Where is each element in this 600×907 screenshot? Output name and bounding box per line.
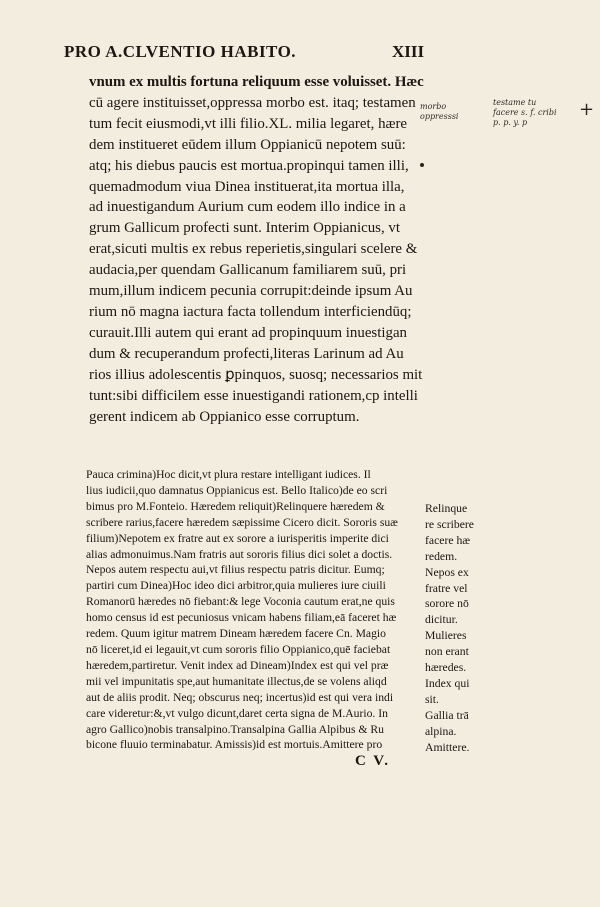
main-text-line: rios illius adolescentis ꝑpinquos, suosq; necessarios mit [89,366,423,383]
commentary-line: bicone fluuio terminabatur. Amissis)id est mortuis.Amittere pro [86,738,383,752]
main-text-line: grum Gallicum profecti sunt. Interim Oppianicus, vt [89,220,400,237]
printer-signature: C V. [355,753,390,769]
main-text-line: vnum ex multis fortuna reliquum esse voluisset. Hæc [89,74,424,90]
commentary-line: partiri cum Dinea)Hoc ideo dici arbitror,quia mulieres iure ciuili [86,579,386,593]
gloss-line: Mulieres [425,629,467,643]
commentary-line: redem. Quum igitur matrem Dineam hæredem facere Cn. Magio [86,627,386,641]
commentary-line: scribere rarius,facere hæredem sæpissime Cicero dicit. Sororis suæ [86,515,398,529]
gloss-line: re scribere [425,517,474,531]
main-text-line: rium nō magna iactura facta tollendum interficiendūq; [89,303,412,320]
note-line: morbo [420,102,447,111]
gloss-line: sit. [425,692,439,706]
ink-dot-icon [420,163,424,167]
commentary-line: hæredem,partiretur. Venit index ad Dineam)Index est qui vel præ [86,658,389,672]
commentary-line: mii vel impunitatis spe,aut humanitate illectus,de se volens aliqd [86,674,387,688]
gloss-line: Relinque [425,502,468,515]
main-text-line: dem institueret eūdem illum Oppianicū nepotem suū: [89,136,406,153]
gloss-line: fratre vel [425,581,468,595]
note-line: testame tu [493,98,537,107]
main-text-line: tunt:sibi difficilem esse inuestigandi rationem,cp intelli [89,387,418,404]
note-line: p. p. y. p [493,118,528,127]
gloss-line: dicitur. [425,613,458,627]
commentary-line: care videretur:&,vt vulgo dicunt,daret certa signa de M.Aurio. In [86,706,388,720]
note-line: oppresssi [420,112,459,121]
commentary-line: alias admonuimus.Nam fratris aut sororis filius dici solet a doctis. [86,547,393,561]
commentary-line: Romanorū hæredes nō fiebant:& lege Voconia cautum erat,ne quis [86,595,395,609]
commentary-line: nō liceret,id ei legauit,vt cum sororis filio Oppianico,quē faciebat [86,642,391,656]
commentary-line: Pauca crimina)Hoc dicit,vt plura restare intelligant iudices. Il [86,468,371,481]
commentary-line: lius iudicii,quo damnatus Oppianicus est. Bello Italico)de eo scri [86,483,388,497]
main-text-line: dum & recuperandum profecti,literas Larinum ad Au [89,345,404,362]
main-text-line: gerent indicem ab Oppianico esse corruptum. [89,408,360,425]
gloss-line: alpina. [425,724,457,738]
gloss-line: facere hæ [425,533,471,547]
manuscript-note-right [493,98,557,128]
manuscript-note-left [420,102,459,122]
commentary-line: homo census id est pecuniosus vnicam habens filiam,eā faceret hæ [86,611,397,625]
gloss-line: hæredes. [425,661,467,675]
note-line: facere s. f. cribi [493,108,557,117]
gloss-line: Nepos ex [425,565,469,579]
main-text-line: mum,illum indicem pecunia corrupit:deinde ipsum Au [89,283,413,300]
main-text-line: atq; his diebus paucis est mortua.propinqui tamen illi, [89,157,409,174]
gloss-line: non erant [425,645,469,659]
folio-number: XIII [392,42,425,61]
plus-mark-icon: + [579,99,595,120]
commentary-line: agro Gallico)nobis transalpino.Transalpina Gallia Alpibus & Ru [86,722,384,736]
running-head: PRO A.CLVENTIO HABITO. [64,42,297,61]
main-text-line: quemadmodum viua Dinea instituerat,ita mortua illa, [89,178,405,195]
gloss-line: sorore nō [425,597,469,611]
commentary-line: Nepos autem respectu aui,vt filius respectu patris dicitur. Eumq; [86,563,385,577]
marginal-glosses [425,501,535,756]
commentary-line: bimus pro M.Fonteio. Hæredem reliquit)Relinquere hæredem & [86,499,385,513]
main-text-line: audacia,per quendam Gallicanum familiarem suū, pri [89,262,407,279]
main-text-line: ad inuestigandum Aurium cum eodem illo indice in a [89,199,406,216]
gloss-line: Amittere. [425,740,470,754]
main-text-line: erat,sicuti multis ex rebus reperietis,singulari scelere & [89,241,418,258]
main-text-block [89,72,424,427]
main-text-line: cū agere instituisset,oppressa morbo est. itaq; testamen [89,94,416,111]
commentary-line: aut de aliis prodit. Neq; obscurus neq; incertus)id est qui vera indi [86,690,394,704]
gloss-line: Index qui [425,676,470,690]
gloss-line: Gallia trā [425,708,469,722]
commentary-block [86,467,421,753]
gloss-line: redem. [425,549,458,563]
main-text-line: tum fecit eiusmodi,vt illi filio.XL. milia legaret, hære [89,115,408,132]
main-text-line: curauit.Illi autem qui erant ad propinquum inuestigan [89,324,407,341]
commentary-line: filium)Nepotem ex fratre aut ex sorore a iurisperitis imperite dici [86,531,389,545]
